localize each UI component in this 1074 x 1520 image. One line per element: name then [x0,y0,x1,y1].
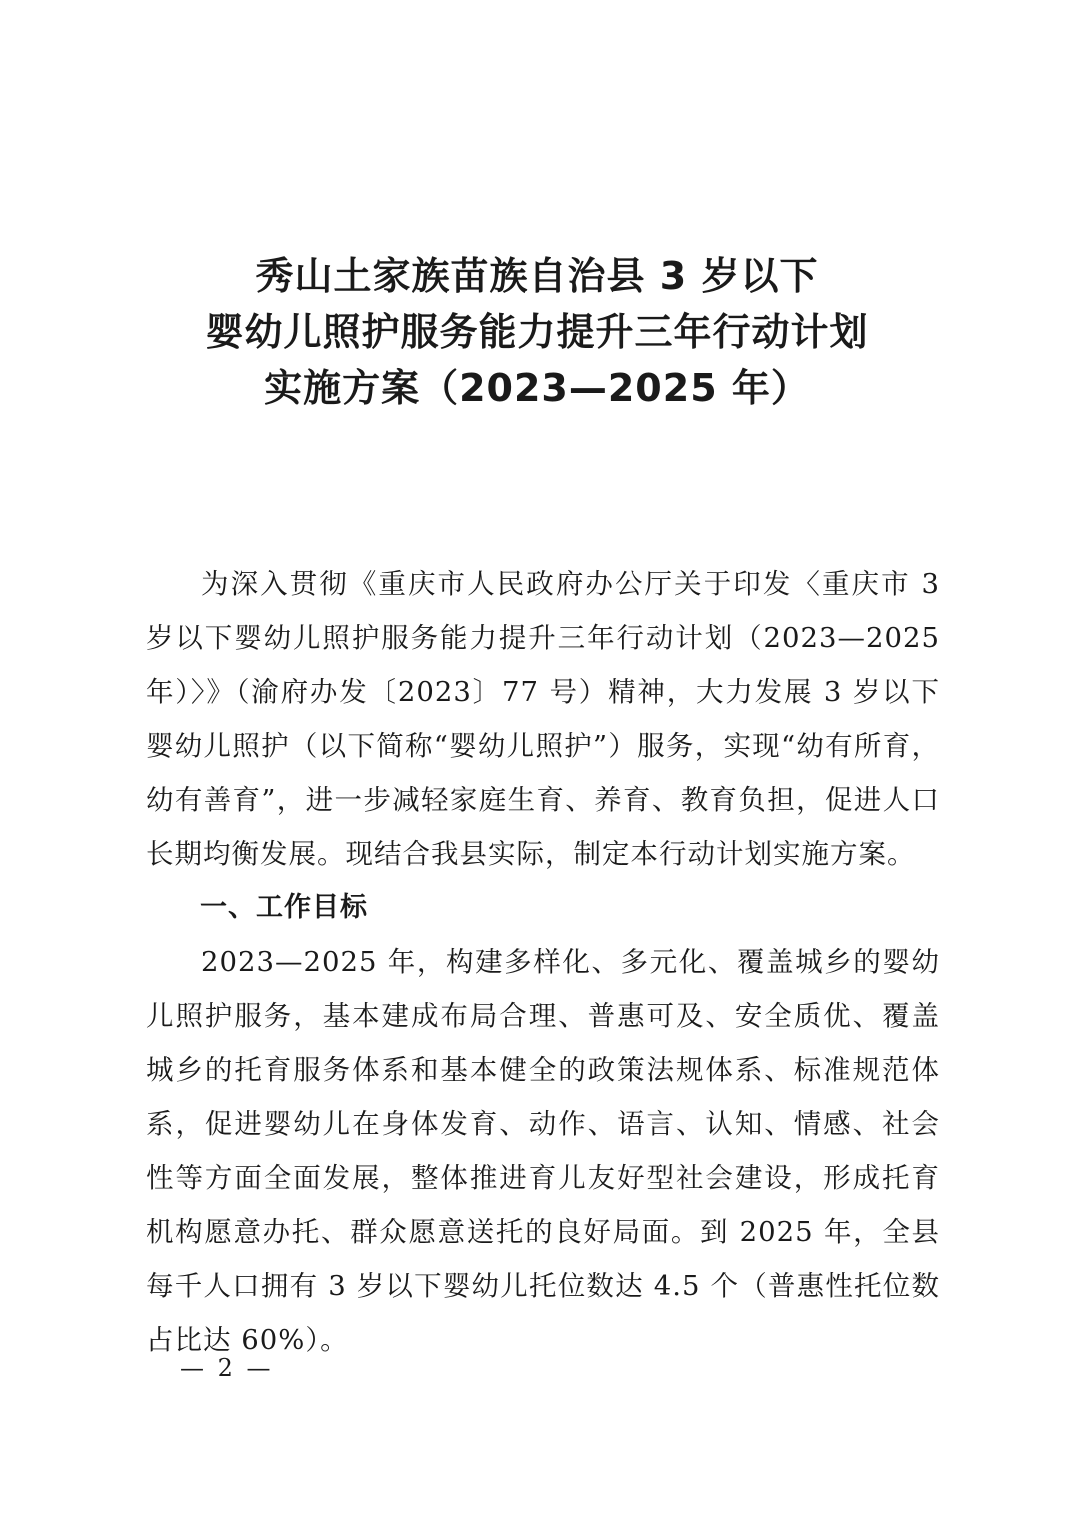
page-number: — 2 — [180,1354,274,1382]
section-heading-goals: 一、工作目标 [200,892,368,923]
intro-paragraph: 为深入贯彻《重庆市人民政府办公厅关于印发〈重庆市 3 岁以下婴幼儿照护服务能力提升三年行动计划（2023—2025 年）〉》（渝府办发〔2023〕77 号）精神，大力发展 3 岁以下婴幼儿照护（以下简称“婴幼儿照护”）服务，实现“幼有所育，幼有善育”，进一步减轻家庭生育、养育、教育负担，促进人口长期均衡发展。现结合我县实际，制定本行动计划实施方案。 [146,568,940,870]
title-line-2: 婴幼儿照护服务能力提升三年行动计划 [205,310,869,354]
goals-paragraph: 2023—2025 年，构建多样化、多元化、覆盖城乡的婴幼儿照护服务，基本建成布局合理、普惠可及、安全质优、覆盖城乡的托育服务体系和基本健全的政策法规体系、标准规范体系，促进婴幼儿在身体发育、动作、语言、认知、情感、社会性等方面全面发展，整体推进育儿友好型社会建设，形成托育机构愿意办托、群众愿意送托的良好局面。到 2025 年，全县每千人口拥有 3 岁以下婴幼儿托位数达 4.5 个（普惠性托位数占比达 60%）。 [146,946,940,1356]
title-line-1: 秀山土家族苗族自治县 3 岁以下 [255,254,819,298]
title-line-3: 实施方案（2023—2025 年） [264,366,810,410]
document-title [140,248,934,416]
document-body [146,557,940,1367]
